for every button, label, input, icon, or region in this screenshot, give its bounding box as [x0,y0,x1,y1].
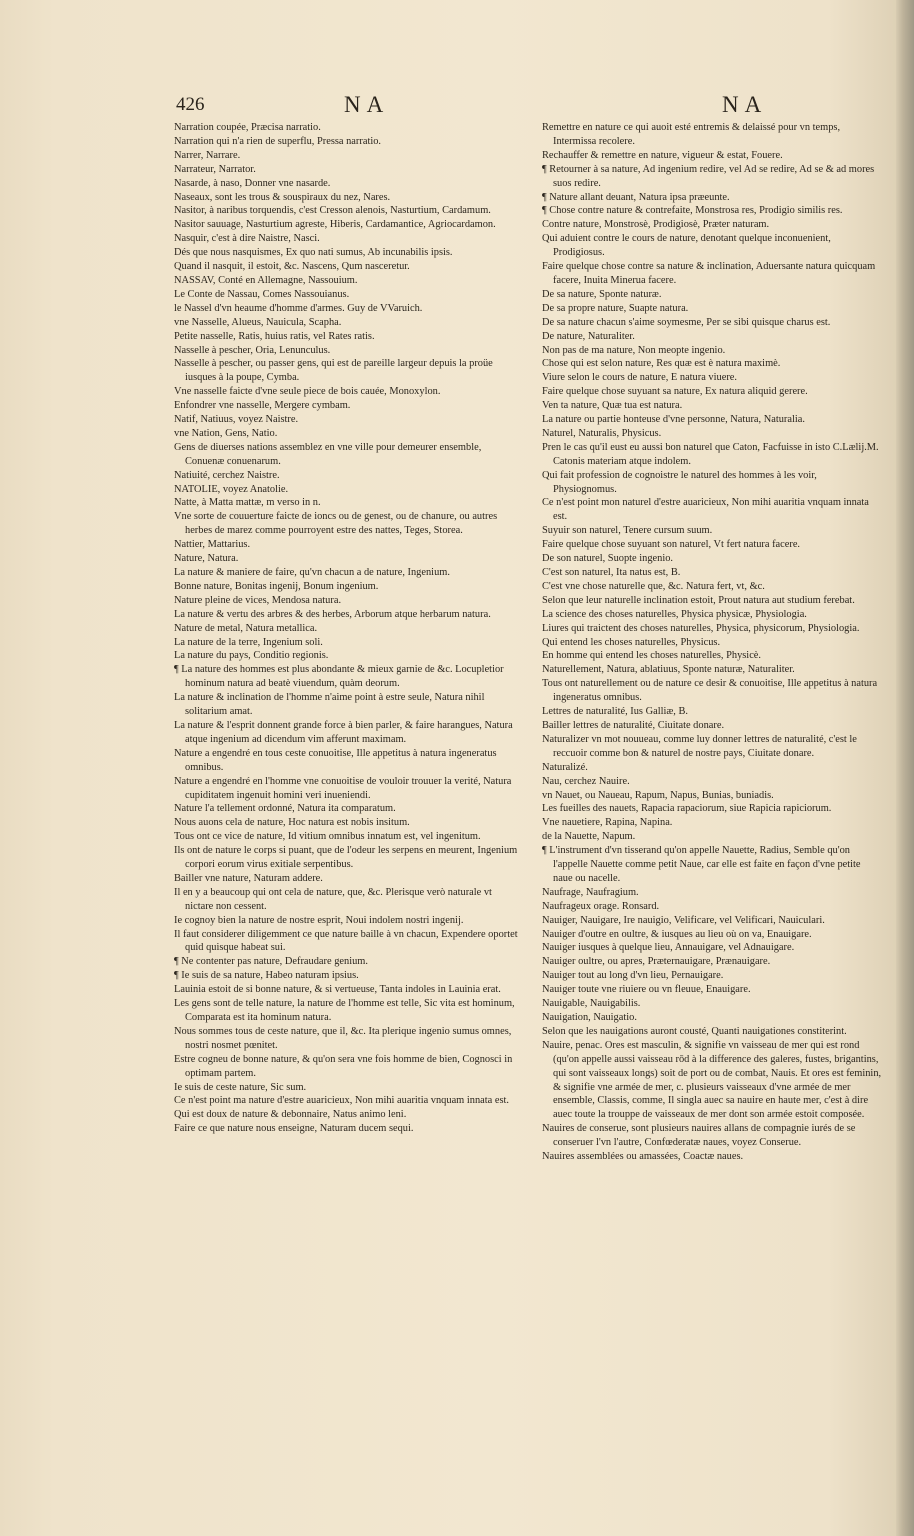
dictionary-entry: Qui est doux de nature & debonnaire, Natus animo leni. [174,1109,407,1121]
dictionary-entry: Naturellement, Natura, ablatiuus, Sponte naturæ, Naturaliter. [542,664,795,676]
dictionary-entry: C'est vne chose naturelle que, &c. Natura fert, vt, &c. [542,580,765,592]
dictionary-entry: Remettre en nature ce qui auoit esté entremis & delaissé pour vn temps, Intermissa recolere. [542,122,841,147]
dictionary-entry: Nature pleine de vices, Mendosa natura. [174,594,342,606]
dictionary-entry: vne Nation, Gens, Natio. [174,427,278,439]
dictionary-entry: Nauires de conserue, sont plusieurs nauires allans de compagnie iurés de se conseruer l'vn l'autre, Confœderatæ naues, voyez Conserue. [542,1123,856,1149]
dictionary-entry: le Nassel d'vn heaume d'homme d'armes. Guy de VVaruich. [174,302,423,314]
dictionary-entry: Faire quelque chose suyuant son naturel, Vt fert natura facere. [542,539,801,551]
dictionary-entry: Narration qui n'a rien de superflu, Pressa narratio. [174,135,382,147]
dictionary-entry: Narrateur, Narrator. [174,163,256,175]
dictionary-entry: Nous sommes tous de ceste nature, que il, &c. Ita plerique ingenio sumus omnes, nostri nosmet pœnitet. [174,1025,512,1051]
dictionary-entry: Vne sorte de couuerture faicte de ioncs ou de genest, ou de chanure, ou autres herbes de marez comme pourroyent estre des nattes, Teges, Storea. [174,511,498,537]
dictionary-entry: Quand il nasquit, il estoit, &c. Nascens, Qum nasceretur. [174,261,410,273]
dictionary-entry: Vne nauetiere, Rapina, Napina. [542,817,673,829]
dictionary-entry: Les fueilles des nauets, Rapacia rapaciorum, siue Rapicia rapiciorum. [542,803,832,815]
running-header-right: NA [722,92,768,117]
dictionary-entry: Nauiger tout au long d'vn lieu, Pernauigare. [542,970,724,982]
dictionary-entry: Faire quelque chose suyuant sa nature, Ex natura aliquid gerere. [542,386,808,398]
dictionary-entry: Pren le cas qu'il eust eu aussi bon naturel que Caton, Facfuisse in isto C.Lælij.M. Catonis materiam atque indolem. [542,441,879,467]
dictionary-entry: Nauiger d'outre en oultre, & iusques au lieu où on va, Enauigare. [542,928,812,940]
dictionary-entry: Selon que leur naturelle inclination estoit, Prout natura aut studium ferebat. [542,594,855,606]
dictionary-entry: ¶ Nature allant deuant, Natura ipsa præeunte. [542,191,730,203]
dictionary-entry: Viure selon le cours de nature, E natura viuere. [542,372,737,384]
dictionary-entry: Nauiger iusques à quelque lieu, Annauigare, vel Adnauigare. [542,942,795,954]
dictionary-entry: Nauiger, Nauigare, Ire nauigio, Velificare, vel Velificari, Nauiculari. [542,914,825,926]
dictionary-entry: Estre cogneu de bonne nature, & qu'on sera vne fois homme de bien, Cognosci in optimam partem. [174,1053,513,1079]
dictionary-entry: Nature l'a tellement ordonné, Natura ita comparatum. [174,803,396,815]
dictionary-entry: Liures qui traictent des choses naturelles, Physica, physicorum, Physiologia. [542,622,860,634]
dictionary-entry: Lettres de naturalité, Ius Galliæ, B. [542,706,689,718]
dictionary-entry: La nature du pays, Conditio regionis. [174,650,329,662]
dictionary-entry: Nasitor, à naribus torquendis, c'est Cresson alenois, Nasturtium, Cardamum. [174,205,491,217]
dictionary-entry: Naseaux, sont les trous & souspiraux du nez, Nares. [174,191,391,203]
dictionary-entry: Nasquir, c'est à dire Naistre, Nasci. [174,233,320,245]
dictionary-entry: NASSAV, Conté en Allemagne, Nassouium. [174,274,358,286]
dictionary-entry: ¶ Retourner à sa nature, Ad ingenium redire, vel Ad se redire, Ad se & ad mores suos redire. [542,163,875,189]
dictionary-entry: De sa propre nature, Suapte natura. [542,302,689,314]
dictionary-entry: Natif, Natiuus, voyez Naistre. [174,414,299,426]
dictionary-entry: Ce n'est point mon naturel d'estre auaricieux, Non mihi auaritia vnquam innata est. [542,497,869,523]
dictionary-entry: Il faut considerer diligemment ce que nature baille à vn chacun, Expendere oportet quid quisque habeat sui. [174,928,518,954]
dictionary-entry: Nauiger toute vne riuiere ou vn fleuue, Enauigare. [542,984,751,996]
dictionary-entry: Nasarde, à naso, Donner vne nasarde. [174,177,331,189]
dictionary-entry: Ce n'est point ma nature d'estre auaricieux, Non mihi auaritia vnquam innata est. [174,1095,509,1107]
dictionary-entry: ¶ La nature des hommes est plus abondante & mieux garnie de &c. Locupletior hominum natura ad beatè viuendum, quàm deorum. [174,664,504,690]
dictionary-entry: En homme qui entend les choses naturelles, Physicè. [542,650,762,662]
dictionary-entry: Contre nature, Monstrosè, Prodigiosè, Præter naturam. [542,219,770,231]
dictionary-entry: Le Conte de Nassau, Comes Nassouianus. [174,288,350,300]
dictionary-entry: De sa nature, Sponte naturæ. [542,288,662,300]
dictionary-entry: De sa nature chacun s'aime soymesme, Per se sibi quisque charus est. [542,316,831,328]
dictionary-entry: La nature & vertu des arbres & des herbes, Arborum atque herbarum natura. [174,608,491,620]
dictionary-entry: Enfondrer vne nasselle, Mergere cymbam. [174,400,351,412]
next-page-edge [896,0,914,1536]
dictionary-entry: Bailler vne nature, Naturam addere. [174,872,323,884]
dictionary-entry: Qui aduient contre le cours de nature, denotant quelque inconuenient, Prodigiosus. [542,233,831,259]
dictionary-entry: vne Nasselle, Alueus, Nauicula, Scapha. [174,316,342,328]
dictionary-entry: Il en y a beaucoup qui ont cela de nature, que, &c. Plerisque verò naturale vt nictare non cessent. [174,886,492,912]
dictionary-entry: Nauigation, Nauigatio. [542,1012,637,1023]
dictionary-entry: Naufrageux orage. Ronsard. [542,900,660,912]
dictionary-entry: Narrer, Narrare. [174,149,241,161]
dictionary-entry: Faire quelque chose contre sa nature & inclination, Aduersante natura quicquam facere, Inuita Minerua facere. [542,261,876,286]
dictionary-entry: Vne nasselle faicte d'vne seule piece de bois cauée, Monoxylon. [174,386,441,398]
dictionary-entry: Ie cognoy bien la nature de nostre esprit, Noui indolem nostri ingenij. [174,914,464,926]
dictionary-entry: Natte, à Matta mattæ, m verso in n. [174,497,321,509]
dictionary-entry: Nau, cerchez Nauire. [542,775,630,787]
dictionary-entry: Nauires assemblées ou amassées, Coactæ naues. [542,1151,744,1163]
dictionary-entry: Chose qui est selon nature, Res quæ est è natura maximè. [542,358,781,370]
dictionary-entry: Tous ont naturellement ou de nature ce desir & conuoitise, Ille appetitus à natura ingeneratus omnibus. [542,678,878,704]
dictionary-entry: Narration coupée, Præcisa narratio. [174,122,321,133]
left-column [174,121,522,1136]
dictionary-entry: vn Nauet, ou Naueau, Rapum, Napus, Bunias, buniadis. [542,789,774,801]
dictionary-entry: Faire ce que nature nous enseigne, Naturam ducem sequi. [174,1123,414,1135]
dictionary-entry: La nature & maniere de faire, qu'vn chacun a de nature, Ingenium. [174,567,450,578]
dictionary-entry: Ils ont de nature le corps si puant, que de l'odeur les serpens en meurent, Ingenium corpori eorum virus exitiale serpentibus. [174,845,518,871]
dictionary-entry: Natiuité, cerchez Naistre. [174,469,280,481]
dictionary-entry: Naturel, Naturalis, Physicus. [542,427,662,439]
dictionary-entry: Tous ont ce vice de nature, Id vitium omnibus innatum est, vel ingenitum. [174,831,481,843]
dictionary-entry: Nature a engendré en tous ceste conuoitise, Ille appetitus à natura ingeneratus omnibus. [174,747,497,773]
dictionary-entry: Naufrage, Naufragium. [542,886,639,898]
right-column [542,121,882,1164]
dictionary-entry: Nature de metal, Natura metallica. [174,622,318,634]
dictionary-entry: Qui entend les choses naturelles, Physicus. [542,636,721,648]
dictionary-entry: NATOLIE, voyez Anatolie. [174,483,289,495]
dictionary-entry: Suyuir son naturel, Tenere cursum suum. [542,525,713,537]
dictionary-entry: Gens de diuerses nations assemblez en vne ville pour demeurer ensemble, Conuenæ conuenarum. [174,441,482,467]
dictionary-entry: ¶ Ne contenter pas nature, Defraudare genium. [174,956,368,968]
page-number: 426 [176,94,205,115]
dictionary-entry: Nattier, Mattarius. [174,539,251,551]
dictionary-entry: La nature de la terre, Ingenium soli. [174,636,323,648]
dictionary-entry: Petite nasselle, Ratis, huius ratis, vel Rates ratis. [174,330,375,342]
dictionary-entry: Rechauffer & remettre en nature, vigueur & estat, Fouere. [542,149,783,161]
dictionary-entry: Ie suis de ceste nature, Sic sum. [174,1081,307,1093]
dictionary-entry: Nasitor sauuage, Nasturtium agreste, Hiberis, Cardamantice, Agriocardamon. [174,219,496,231]
dictionary-entry: Nauiger oultre, ou apres, Præternauigare, Prænauigare. [542,956,771,968]
running-header-left: NA [344,92,390,117]
dictionary-entry: Lauinia estoit de si bonne nature, & si vertueuse, Tanta indoles in Lauinia erat. [174,984,501,996]
dictionary-entry: La nature ou partie honteuse d'vne personne, Natura, Naturalia. [542,414,805,426]
dictionary-entry: La nature & l'esprit donnent grande force à bien parler, & faire harangues, Natura atque ingenium ad dicendum vim afferunt maximam. [174,719,513,745]
dictionary-entry: Nature a engendré en l'homme vne conuoitise de vouloir trouuer la verité, Natura cupiditatem ingenuit homini veri inueniendi. [174,775,512,801]
dictionary-entry: Qui fait profession de cognoistre le naturel des hommes à les voir, Physiognomus. [542,469,817,495]
dictionary-entry: La nature & inclination de l'homme n'aime point à estre seule, Natura nihil solitarium amat. [174,692,485,718]
dictionary-entry: C'est son naturel, Ita natus est, B. [542,567,681,578]
dictionary-entry: Les gens sont de telle nature, la nature de l'homme est telle, Sic vita est hominum, Comparata est ita hominum natura. [174,998,515,1023]
dictionary-entry: Nasselle à pescher, Oria, Lenunculus. [174,344,331,356]
dictionary-entry: De son naturel, Suopte ingenio. [542,553,674,565]
dictionary-entry: Selon que les nauigations auront cousté, Quanti nauigationes constiterint. [542,1025,847,1037]
dictionary-entry: Dés que nous nasquismes, Ex quo nati sumus, Ab incunabilis ipsis. [174,247,453,259]
dictionary-entry: Nasselle à pescher, ou passer gens, qui est de pareille largeur depuis la proüe iusques à la poupe, Cymba. [174,358,493,384]
dictionary-entry: La science des choses naturelles, Physica physicæ, Physiologia. [542,608,807,620]
dictionary-entry: ¶ Ie suis de sa nature, Habeo naturam ipsius. [174,970,359,982]
dictionary-entry: Bailler lettres de naturalité, Ciuitate donare. [542,719,725,731]
dictionary-entry: Non pas de ma nature, Non meopte ingenio. [542,344,726,356]
dictionary-entry: Naturalizer vn mot nouueau, comme luy donner lettres de naturalité, c'est le reccuoir comme bon & naturel de nostre pays, Ciuitate donare. [542,733,857,759]
dictionary-entry: Naturalizé. [542,761,588,773]
dictionary-entry: De nature, Naturaliter. [542,330,635,342]
dictionary-entry: ¶ Chose contre nature & contrefaite, Monstrosa res, Prodigio similis res. [542,205,843,217]
dictionary-entry: Ven ta nature, Quæ tua est natura. [542,400,683,412]
dictionary-entry: Nous auons cela de nature, Hoc natura est nobis insitum. [174,817,410,829]
dictionary-entry: de la Nauette, Napum. [542,831,636,843]
dictionary-entry: Bonne nature, Bonitas ingenij, Bonum ingenium. [174,580,379,592]
dictionary-entry: Nauire, penac. Ores est masculin, & signifie vn vaisseau de mer qui est rond (qu'on appelle aussi vaisseau rōd à la difference des galeres, fustes, brigantins, qui sont vaisseaux longs) soit de port ou de combat, Nauis. Et ores est feminin, & signifie vne armée de mer, c. plusieurs vaisseaux d'vne armée de mer ensemble, Classis, comme, Il singla auec sa nauire en haute mer, c'est à dire auec toute la trouppe de vaisseaux de mer dont son armée estoit composée. [542,1039,882,1121]
dictionary-entry: ¶ L'instrument d'vn tisserand qu'on appelle Nauette, Radius, Semble qu'on l'appelle Nauette comme petit Naue, car elle est faite en façon d'vne petite naue ou nacelle. [542,845,861,884]
dictionary-entry: Nature, Natura. [174,553,239,565]
dictionary-entry: Nauigable, Nauigabilis. [542,998,641,1010]
